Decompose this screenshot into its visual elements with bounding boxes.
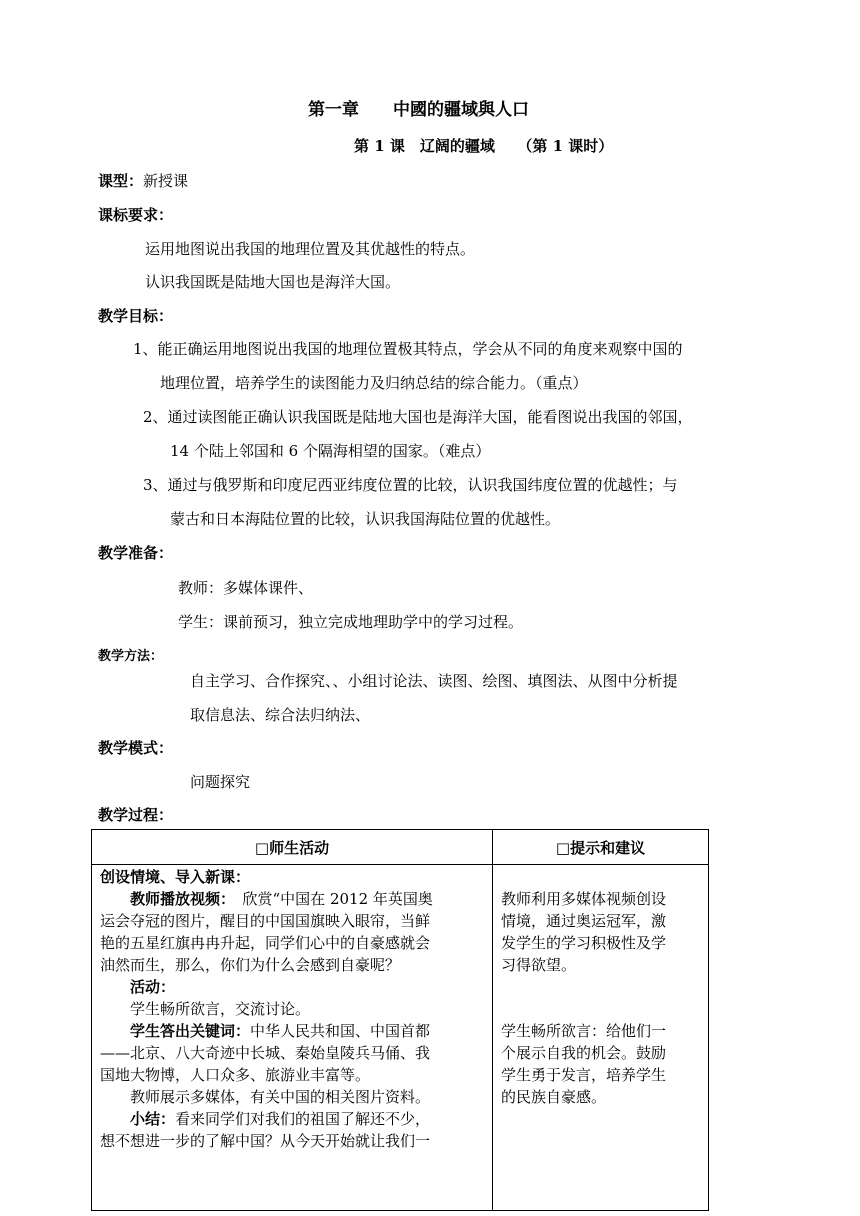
process-label: 教学过程： (98, 806, 174, 824)
video-label: 教师播放视频： (130, 890, 228, 908)
methods-line1: 自主学习、合作探究、、小组讨论法、读图、绘图、填图法、从图中分析提 (190, 672, 678, 690)
lesson-title: 第 1 课 辽阔的疆域 （第 1 课时） (354, 137, 614, 155)
preparation-label: 教学准备： (98, 544, 174, 562)
objective-item-3-line1: 3、通过与俄罗斯和印度尼西亚纬度位置的比较，认识我国纬度位置的优越性；与 (143, 476, 678, 494)
standards-item: 认识我国既是陆地大国也是海洋大国。 (145, 273, 401, 291)
methods-line2: 取信息法、综合法归纳法、 (190, 706, 371, 724)
keywords-paragraph-line1 (130, 1020, 430, 1042)
video-paragraph-line4: 油然而生，那么，你们为什么会感到自豪呢？ (100, 956, 401, 974)
activity-text: 学生畅所欲言，交流讨论。 (130, 1000, 311, 1018)
preparation-student: 学生：课前预习，独立完成地理助学中的学习过程。 (178, 613, 524, 631)
video-paragraph-line3: 艳的五星红旗冉冉升起，同学们心中的自豪感就会 (100, 934, 431, 952)
summary-label: 小结： (130, 1110, 176, 1128)
chapter-title: 第一章 中國的疆域與人口 (308, 100, 529, 120)
activities-cell (92, 865, 493, 1211)
objectives-label: 教学目标： (98, 307, 174, 325)
mode-value: 问题探究 (190, 773, 251, 791)
note1-line: 发学生的学习积极性及学 (501, 934, 667, 952)
note2-line: 学生畅所欲言：给他们一 (501, 1022, 667, 1040)
suggestions-column-header: □提示和建议 (493, 830, 709, 865)
keywords-paragraph-line2: ——北京、八大奇迹中长城、秦始皇陵兵马俑、我 (100, 1044, 431, 1062)
note1-line: 教师利用多媒体视频创设 (501, 890, 667, 908)
objective-item-2-line2: 14 个陆上邻国和 6 个隔海相望的国家。（难点） (170, 442, 491, 460)
lesson-type-value: 新授课 (143, 172, 189, 190)
show-text: 教师展示多媒体，有关中国的相关图片资料。 (130, 1088, 431, 1106)
preparation-teacher: 教师：多媒体课件、 (178, 579, 314, 597)
lesson-type (98, 170, 188, 191)
note2-line: 学生勇于发言，培养学生 (501, 1066, 667, 1084)
process-table-header-row (92, 830, 709, 865)
objective-item-1-line2: 地理位置，培养学生的读图能力及归纳总结的综合能力。（重点） (160, 374, 588, 392)
objective-item-1-line1: 1、能正确运用地图说出我国的地理位置极其特点，学会从不同的角度来观察中国的 (133, 340, 683, 358)
note2-line: 的民族自豪感。 (501, 1088, 607, 1106)
objective-item-3-line2: 蒙古和日本海陆位置的比较，认识我国海陆位置的优越性。 (170, 510, 561, 528)
video-text: 欣赏“中国在 2012 年英国奥 (227, 890, 433, 908)
standards-label: 课标要求： (98, 206, 174, 224)
keywords-text: 中华人民共和国、中国首都 (250, 1022, 431, 1040)
keywords-label: 学生答出关键词： (130, 1022, 251, 1040)
objective-item-2-line1: 2、通过读图能正确认识我国既是陆地大国也是海洋大国，能看图说出我国的邻国， (143, 408, 693, 426)
summary-paragraph-line2: 想不想进一步的了解中国？从今天开始就让我们一 (100, 1132, 431, 1150)
video-paragraph-line1 (130, 888, 433, 910)
activities-column-header: □师生活动 (92, 830, 493, 865)
video-paragraph-line2: 运会夺冠的图片，醒目的中国国旗映入眼帘，当鲜 (100, 912, 431, 930)
suggestions-cell (493, 865, 709, 1211)
activity-label: 活动： (130, 978, 176, 996)
methods-label: 教学方法： (98, 649, 164, 664)
lesson-type-label: 课型： (98, 172, 144, 190)
standards-item: 运用地图说出我国的地理位置及其优越性的特点。 (145, 240, 476, 258)
process-table-row (92, 865, 709, 1211)
process-table (91, 829, 709, 1211)
note2-line: 个展示自我的机会。鼓励 (501, 1044, 667, 1062)
note1-line: 情境，通过奥运冠军，激 (501, 912, 667, 930)
mode-label: 教学模式： (98, 739, 174, 757)
summary-text: 看来同学们对我们的祖国了解还不少， (175, 1110, 431, 1128)
intro-heading: 创设情境、导入新课： (100, 868, 251, 886)
note1-line: 习得欲望。 (501, 956, 577, 974)
summary-paragraph-line1 (130, 1108, 430, 1130)
keywords-paragraph-line3: 国地大物博，人口众多、旅游业丰富等。 (100, 1066, 371, 1084)
